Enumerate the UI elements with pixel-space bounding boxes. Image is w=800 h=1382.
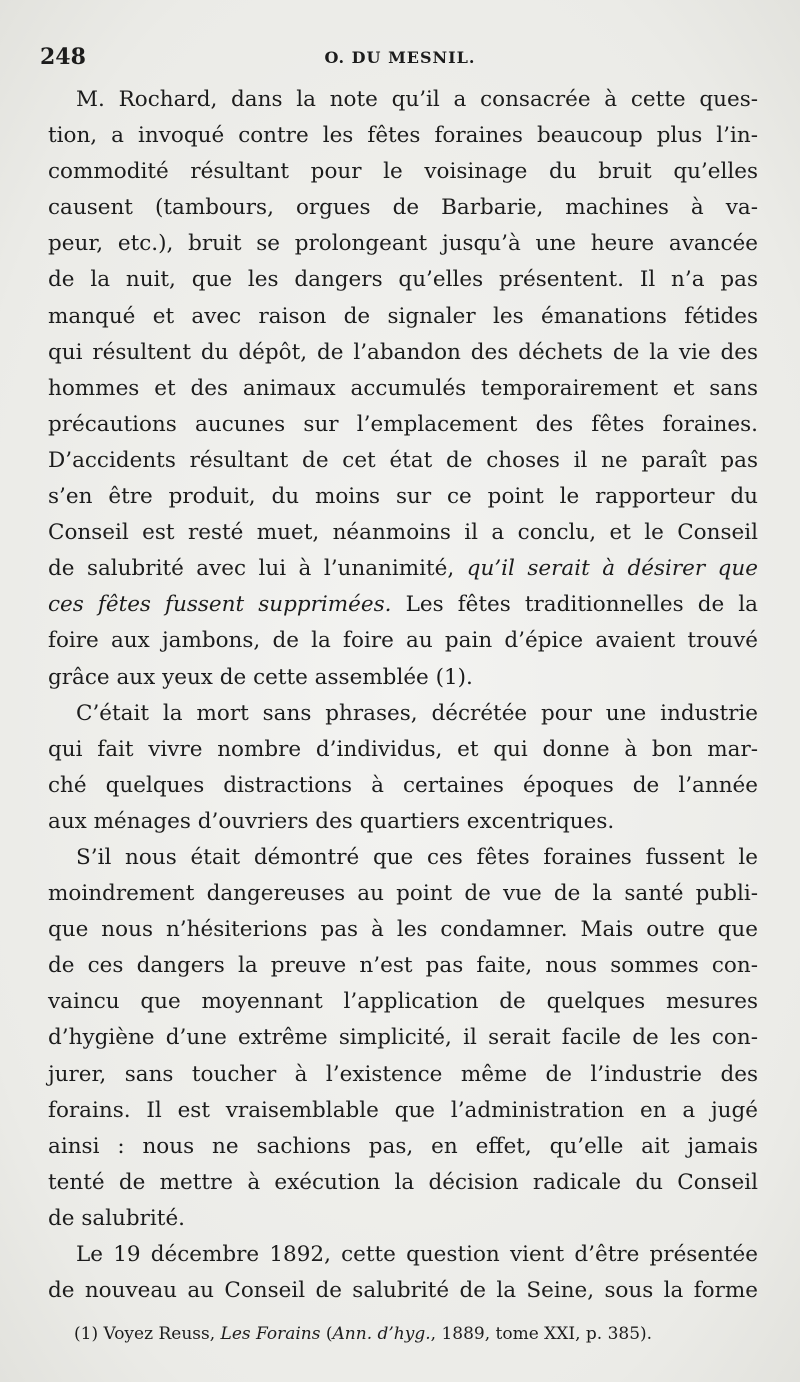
line-text: aux ménages d’ouvriers des quartiers excentriques. bbox=[48, 808, 615, 834]
text-line bbox=[48, 660, 758, 696]
line-text: Le 19 décembre 1892, cette question vient d’être présentée bbox=[76, 1242, 758, 1267]
line-text: de salubrité. bbox=[48, 1205, 186, 1231]
line-italic-text: ces fêtes fussent supprimées. bbox=[48, 592, 392, 618]
line-text: que nous n’hésiterions pas à les condamner. Mais outre que bbox=[48, 917, 758, 943]
text-line bbox=[48, 948, 758, 984]
text-line bbox=[48, 190, 758, 226]
line-text: tenté de mettre à exécution la décision radicale du Conseil bbox=[48, 1169, 758, 1195]
line-text: C’était la mort sans phrases, décrétée pour une industrie bbox=[76, 700, 758, 726]
text-line bbox=[48, 1057, 758, 1093]
line-text: grâce aux yeux de cette assemblée (1). bbox=[48, 664, 473, 690]
text-line bbox=[48, 118, 758, 154]
line-text: S’il nous était démontré que ces fêtes foraines fussent le bbox=[76, 844, 758, 870]
body-text bbox=[48, 82, 758, 1309]
line-text: jurer, sans toucher à l’existence même de l’industrie des bbox=[48, 1061, 758, 1087]
text-line bbox=[48, 840, 758, 876]
footnote-title: Les Forains bbox=[220, 1324, 321, 1344]
line-text: Conseil est resté muet, néanmoins il a conclu, et le Conseil bbox=[48, 520, 758, 546]
line-text: de ces dangers la preuve n’est pas faite, nous sommes con- bbox=[48, 953, 758, 979]
text-line bbox=[48, 443, 758, 479]
footnote-journal: Ann. d’hyg. bbox=[332, 1324, 431, 1344]
text-line bbox=[48, 1273, 758, 1309]
text-line bbox=[48, 299, 758, 335]
text-line bbox=[48, 226, 758, 262]
text-line bbox=[48, 1129, 758, 1165]
text-line bbox=[48, 623, 758, 659]
line-text: moindrement dangereuses au point de vue de la santé publi- bbox=[48, 881, 758, 907]
page-number: 248 bbox=[40, 44, 86, 70]
text-line bbox=[48, 1201, 758, 1237]
line-text: tion, a invoqué contre les fêtes foraines beaucoup plus l’in- bbox=[48, 123, 758, 149]
text-line bbox=[48, 876, 758, 912]
text-line bbox=[48, 1020, 758, 1056]
text-line bbox=[48, 82, 758, 118]
text-line bbox=[48, 768, 758, 804]
footnote-prefix: (1) Voyez Reuss, bbox=[74, 1324, 216, 1344]
text-line bbox=[48, 154, 758, 190]
text-line bbox=[48, 1165, 758, 1201]
line-text: M. Rochard, dans la note qu’il a consacrée à cette ques- bbox=[76, 87, 758, 112]
text-line bbox=[48, 479, 758, 515]
line-text: de nouveau au Conseil de salubrité de la Seine, sous la forme bbox=[48, 1278, 758, 1304]
running-title: O. DU MESNIL. bbox=[324, 48, 476, 67]
line-text: hommes et des animaux accumulés temporairement et sans bbox=[48, 375, 758, 401]
footnote-paren: ( bbox=[325, 1324, 333, 1344]
text-line bbox=[48, 1237, 758, 1273]
line-text: s’en être produit, du moins sur ce point le rapporteur du bbox=[48, 484, 758, 510]
line-text: manqué et avec raison de signaler les émanations fétides bbox=[48, 303, 758, 329]
text-line bbox=[48, 262, 758, 298]
text-line bbox=[48, 335, 758, 371]
line-text: D’accidents résultant de cet état de choses il ne paraît pas bbox=[48, 447, 758, 473]
footnote bbox=[74, 1322, 744, 1346]
line-text: qui résultent du dépôt, de l’abandon des déchets de la vie des bbox=[48, 339, 758, 365]
text-line bbox=[48, 407, 758, 443]
text-line bbox=[48, 912, 758, 948]
line-text: ché quelques distractions à certaines époques de l’année bbox=[48, 772, 758, 798]
line-text: causent (tambours, orgues de Barbarie, machines à va- bbox=[48, 195, 758, 221]
line-italic-text: qu’il serait à désirer que bbox=[466, 556, 758, 582]
line-text: commodité résultant pour le voisinage du bruit qu’elles bbox=[48, 159, 758, 185]
text-line bbox=[48, 696, 758, 732]
line-text: précautions aucunes sur l’emplacement des fêtes foraines. bbox=[48, 411, 758, 437]
line-text: de salubrité avec lui à l’unanimité, bbox=[48, 556, 455, 582]
footnote-suffix: , 1889, tome XXI, p. 385). bbox=[430, 1324, 653, 1344]
line-text: d’hygiène d’une extrême simplicité, il serait facile de les con- bbox=[48, 1025, 758, 1051]
line-text: qui fait vivre nombre d’individus, et qui donne à bon mar- bbox=[48, 736, 758, 762]
text-line bbox=[48, 984, 758, 1020]
text-line bbox=[48, 732, 758, 768]
line-text: vaincu que moyennant l’application de quelques mesures bbox=[48, 989, 758, 1015]
text-line bbox=[48, 371, 758, 407]
line-text-after: Les fêtes traditionnelles de la bbox=[405, 592, 758, 618]
text-line bbox=[48, 515, 758, 551]
text-line bbox=[48, 551, 758, 587]
page-header bbox=[40, 44, 760, 76]
text-line bbox=[48, 804, 758, 840]
line-text: de la nuit, que les dangers qu’elles présentent. Il n’a pas bbox=[48, 267, 758, 293]
line-text: peur, etc.), bruit se prolongeant jusqu’à une heure avancée bbox=[48, 231, 758, 257]
line-text: forains. Il est vraisemblable que l’administration en a jugé bbox=[48, 1097, 758, 1123]
text-line bbox=[48, 1093, 758, 1129]
line-text: foire aux jambons, de la foire au pain d’épice avaient trouvé bbox=[48, 628, 758, 654]
text-line bbox=[48, 587, 758, 623]
line-text: ainsi : nous ne sachions pas, en effet, qu’elle ait jamais bbox=[48, 1133, 758, 1159]
